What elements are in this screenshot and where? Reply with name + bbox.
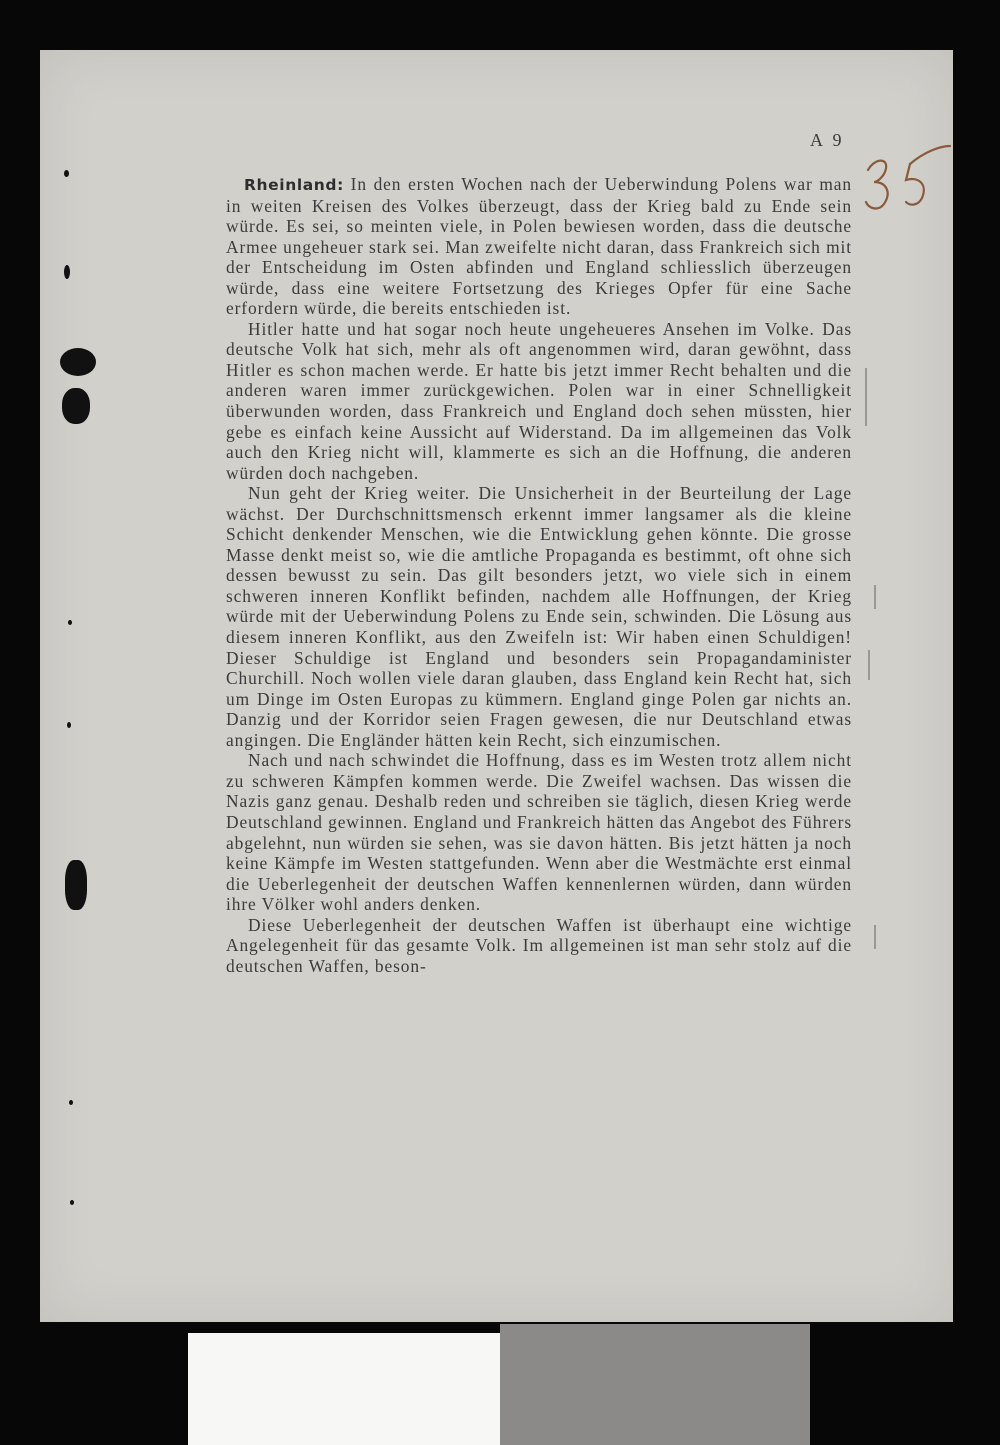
punch-hole [68,620,72,625]
calibration-grey-patch [500,1324,810,1445]
paragraph [226,174,852,319]
paragraph: Hitler hatte und hat sogar noch heute ungeheueres Ansehen im Volke. Das deutsche Volk hat sich, mehr als oft angenommen wird, daran gewöhnt, dass Hitler es schon machen werde. Er hatte bis jetzt immer Recht behalten und die anderen waren immer zurückgewichen. Polen war in einer Schnelligkeit überwunden worden, dass Frankreich und England doch sehen müssten, hier gebe es einfach keine Aussicht auf Widerstand. Da im allgemeinen das Volk auch den Krieg nicht will, klammerte es sich an die Hoffnung, die anderen würden doch nachgeben. [226,318,852,483]
page-number: A 9 [810,130,845,150]
region-label: Rheinland: [244,176,344,194]
calibration-white-patch [188,1333,500,1445]
margin-mark [874,925,876,949]
punch-hole [64,170,69,177]
punch-hole [69,1100,73,1105]
paragraph-text: In den ersten Wochen nach der Ueberwindung Polens war man in weiten Kreisen des Volkes überzeugt, dass der Krieg bald zu Ende sein würde. Es sei, so meinten viele, in Polen bewiesen worden, dass die deutsche Armee ungeheuer stark sei. Man zweifelte nicht daran, dass Frankreich sich mit der Entscheidung im Osten abfinden und England schliesslich überzeugen würde, dass eine weitere Fortsetzung des Krieges Opfer für eine Sache erfordern würde, die bereits entschieden ist. [226,174,853,319]
document-body [226,174,852,976]
handwritten-number-drawing [862,142,952,222]
margin-mark [874,585,876,609]
punch-hole [60,348,96,376]
punch-hole [70,1200,74,1205]
paragraph: Diese Ueberlegenheit der deutschen Waffen ist überhaupt eine wichtige Angelegenheit für das gesamte Volk. Im allgemeinen ist man sehr stolz auf die deutschen Waffen, beson- [226,914,852,976]
paragraph: Nach und nach schwindet die Hoffnung, dass es im Westen trotz allem nicht zu schweren Kämpfen kommen werde. Die Zweifel wachsen. Das wissen die Nazis ganz genau. Deshalb reden und schreiben sie täglich, diesen Krieg werde Deutschland gewinnen. England und Frankreich hätten das Angebot des Führers abgelehnt, nun würden sie sehen, was sie davon hätten. Bis jetzt hätten ja noch keine Kämpfe im Westen stattgefunden. Wenn aber die Westmächte erst einmal die Ueberlegenheit der deutschen Waffen kennenlernen würden, dann würden ihre Völker wohl anders denken. [226,750,852,915]
margin-mark [865,368,867,426]
punch-hole [62,388,90,424]
punch-hole [65,860,87,910]
margin-mark [868,650,870,680]
punch-hole [67,722,71,728]
handwritten-page-number [862,142,952,222]
paragraph: Nun geht der Krieg weiter. Die Unsicherheit in der Beurteilung der Lage wächst. Der Durchschnittsmensch erkennt immer langsamer als die kleine Schicht denkender Menschen, wie die Entwicklung gehen könnte. Die grosse Masse denkt meist so, wie die amtliche Propaganda es bestimmt, oft ohne sich dessen bewusst zu sein. Das gilt besonders jetzt, wo viele sich in einem schweren inneren Konflikt befinden, nachdem alle Hoffnungen, der Krieg würde mit der Ueberwindung Polens zu Ende sein, schwinden. Die Lösung aus diesem inneren Konflikt, aus den Zweifeln ist: Wir haben einen Schuldigen! Dieser Schuldige ist England und besonders sein Propagandaminister Churchill. Noch wollen viele daran glauben, dass England kein Recht hat, sich um Dinge im Osten Europas zu kümmern. England ginge Polen gar nichts an. Danzig und der Korridor seien Fragen gewesen, die nur Deutschland etwas angingen. Die Engländer hätten kein Recht, sich einzumischen. [226,483,852,750]
punch-hole [64,265,70,279]
document-page [40,50,953,1322]
